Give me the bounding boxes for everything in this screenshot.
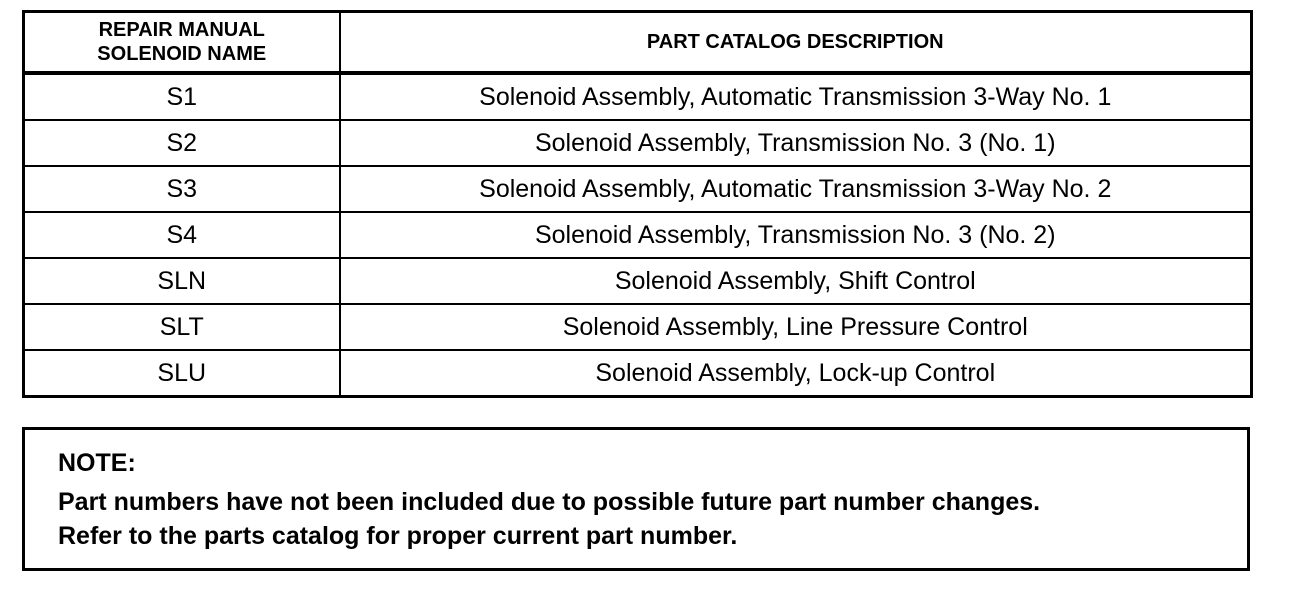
header-solenoid-name <box>24 12 340 74</box>
table-row <box>24 120 1252 166</box>
solenoid-table <box>22 10 1253 398</box>
header-part-catalog-description-label: PART CATALOG DESCRIPTION <box>646 31 944 53</box>
note-title: NOTE: <box>58 449 136 477</box>
part-description-cell: Solenoid Assembly, Automatic Transmission 3-Way No. 2 <box>340 166 1252 212</box>
header-solenoid-name-line-1: REPAIR MANUAL <box>98 19 265 41</box>
table-row <box>24 73 1252 120</box>
table-row <box>24 304 1252 350</box>
table-row <box>24 258 1252 304</box>
part-description-cell: Solenoid Assembly, Shift Control <box>340 258 1252 304</box>
table-body <box>24 73 1252 397</box>
part-description-cell: Solenoid Assembly, Line Pressure Control <box>340 304 1252 350</box>
header-part-catalog-description <box>340 12 1252 74</box>
part-description-cell: Solenoid Assembly, Automatic Transmission 3-Way No. 1 <box>340 73 1252 120</box>
part-description-cell: Solenoid Assembly, Transmission No. 3 (No. 2) <box>340 212 1252 258</box>
table-row <box>24 350 1252 397</box>
part-description-cell: Solenoid Assembly, Lock-up Control <box>340 350 1252 397</box>
table-row <box>24 212 1252 258</box>
solenoid-name-cell: SLN <box>24 258 340 304</box>
part-description-cell: Solenoid Assembly, Transmission No. 3 (No. 1) <box>340 120 1252 166</box>
note-line-1: Part numbers have not been included due to possible future part number changes. <box>58 488 1041 516</box>
solenoid-name-cell: SLU <box>24 350 340 397</box>
solenoid-name-cell: S2 <box>24 120 340 166</box>
header-solenoid-name-line-2: SOLENOID NAME <box>97 43 267 65</box>
table-header <box>24 12 1252 74</box>
table-row <box>24 166 1252 212</box>
header-row <box>24 12 1252 74</box>
note-line-2: Refer to the parts catalog for proper current part number. <box>58 522 738 550</box>
solenoid-name-cell: S4 <box>24 212 340 258</box>
solenoid-name-cell: S1 <box>24 73 340 120</box>
solenoid-name-cell: SLT <box>24 304 340 350</box>
note-box <box>22 427 1250 571</box>
solenoid-name-cell: S3 <box>24 166 340 212</box>
